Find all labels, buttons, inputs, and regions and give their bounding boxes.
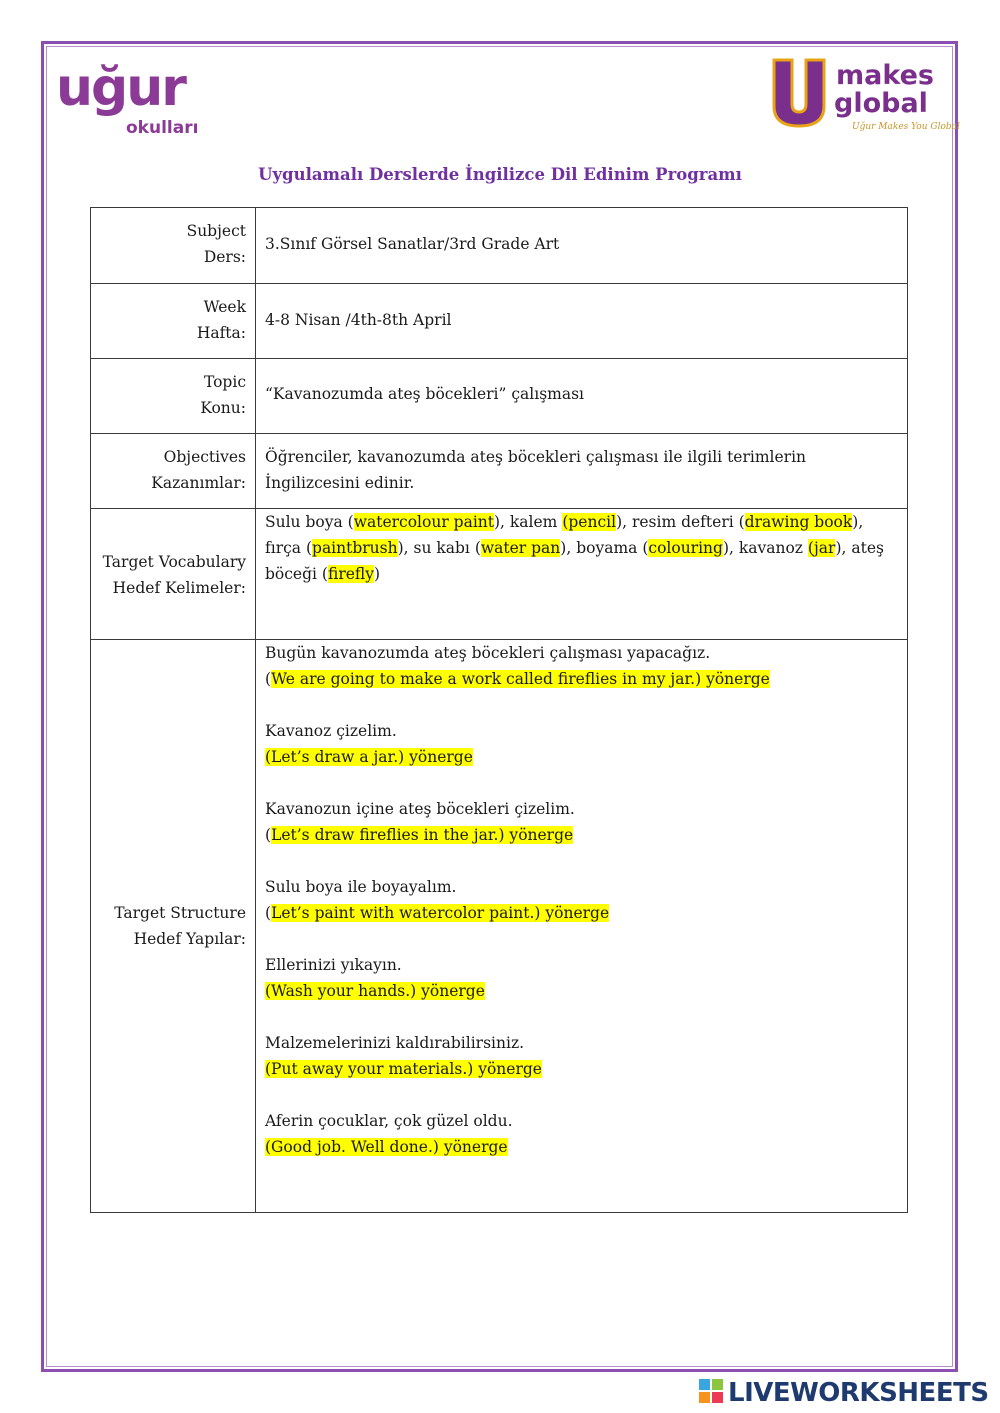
week-label: Week Hafta: (91, 284, 256, 359)
logo-word: uğur (56, 58, 185, 118)
footer-brand: LIVEWORKSHEETS (728, 1378, 989, 1408)
u-shield-icon (770, 58, 828, 128)
logo-sub: okulları (126, 118, 199, 138)
topic-value: “Kavanozumda ateş böcekleri” çalışması (256, 359, 908, 434)
subject-value: 3.Sınıf Görsel Sanatlar/3rd Grade Art (256, 208, 908, 284)
week-value: 4-8 Nisan /4th-8th April (256, 284, 908, 359)
vocabulary-label: Target Vocabulary Hedef Kelimeler: (91, 509, 256, 640)
row-topic (91, 359, 908, 434)
row-week (91, 284, 908, 359)
vocabulary-value: Sulu boya (watercolour paint), kalem (pencil), resim defteri (drawing book), fırça (paintbrush), su kabı (water pan), boyama (colouring), kavanoz (jar), ateş böceği (firefly) (256, 509, 908, 640)
structure-item: Aferin çocuklar, çok güzel oldu. (Good job. Well done.) yönerge (265, 1112, 513, 1156)
topic-label: Topic Konu: (91, 359, 256, 434)
row-subject (91, 208, 908, 284)
logo-tagline: Uğur Makes You Global (852, 122, 960, 132)
liveworksheets-icon (698, 1378, 724, 1404)
structure-label: Target Structure Hedef Yapılar: (91, 640, 256, 1213)
row-structure (91, 640, 908, 1213)
objectives-value: Öğrenciler, kavanozumda ateş böcekleri çalışması ile ilgili terimlerin İngilizcesini edinir. (256, 434, 908, 509)
logo-makes: makes (836, 60, 934, 91)
structure-item: Sulu boya ile boyayalım. (Let’s paint with watercolor paint.) yönerge (265, 878, 610, 922)
structure-item: Ellerinizi yıkayın. (Wash your hands.) yönerge (265, 956, 485, 1000)
logo-global: global (834, 88, 928, 119)
objectives-label: Objectives Kazanımlar: (91, 434, 256, 509)
row-vocabulary (91, 509, 908, 640)
structure-item: Kavanozun içine ateş böcekleri çizelim. (Let’s draw fireflies in the jar.) yönerge (265, 800, 575, 844)
structure-value (256, 640, 908, 1213)
subject-label: Subject Ders: (91, 208, 256, 284)
lesson-table (90, 207, 908, 1213)
structure-item: Bugün kavanozumda ateş böcekleri çalışması yapacağız. (We are going to make a work called fireflies in my jar.) yönerge (265, 644, 770, 688)
liveworksheets-footer[interactable] (698, 1378, 989, 1408)
document-title: Uygulamalı Derslerde İngilizce Dil Edinim Programı (258, 165, 742, 184)
ugur-okullari-logo (56, 58, 216, 142)
vocab-highlight: watercolour paint (353, 513, 494, 531)
row-objectives (91, 434, 908, 509)
structure-item: Malzemelerinizi kaldırabilirsiniz. (Put away your materials.) yönerge (265, 1034, 542, 1078)
structure-item: Kavanoz çizelim. (Let’s draw a jar.) yönerge (265, 722, 473, 766)
u-makes-global-logo (770, 58, 960, 140)
